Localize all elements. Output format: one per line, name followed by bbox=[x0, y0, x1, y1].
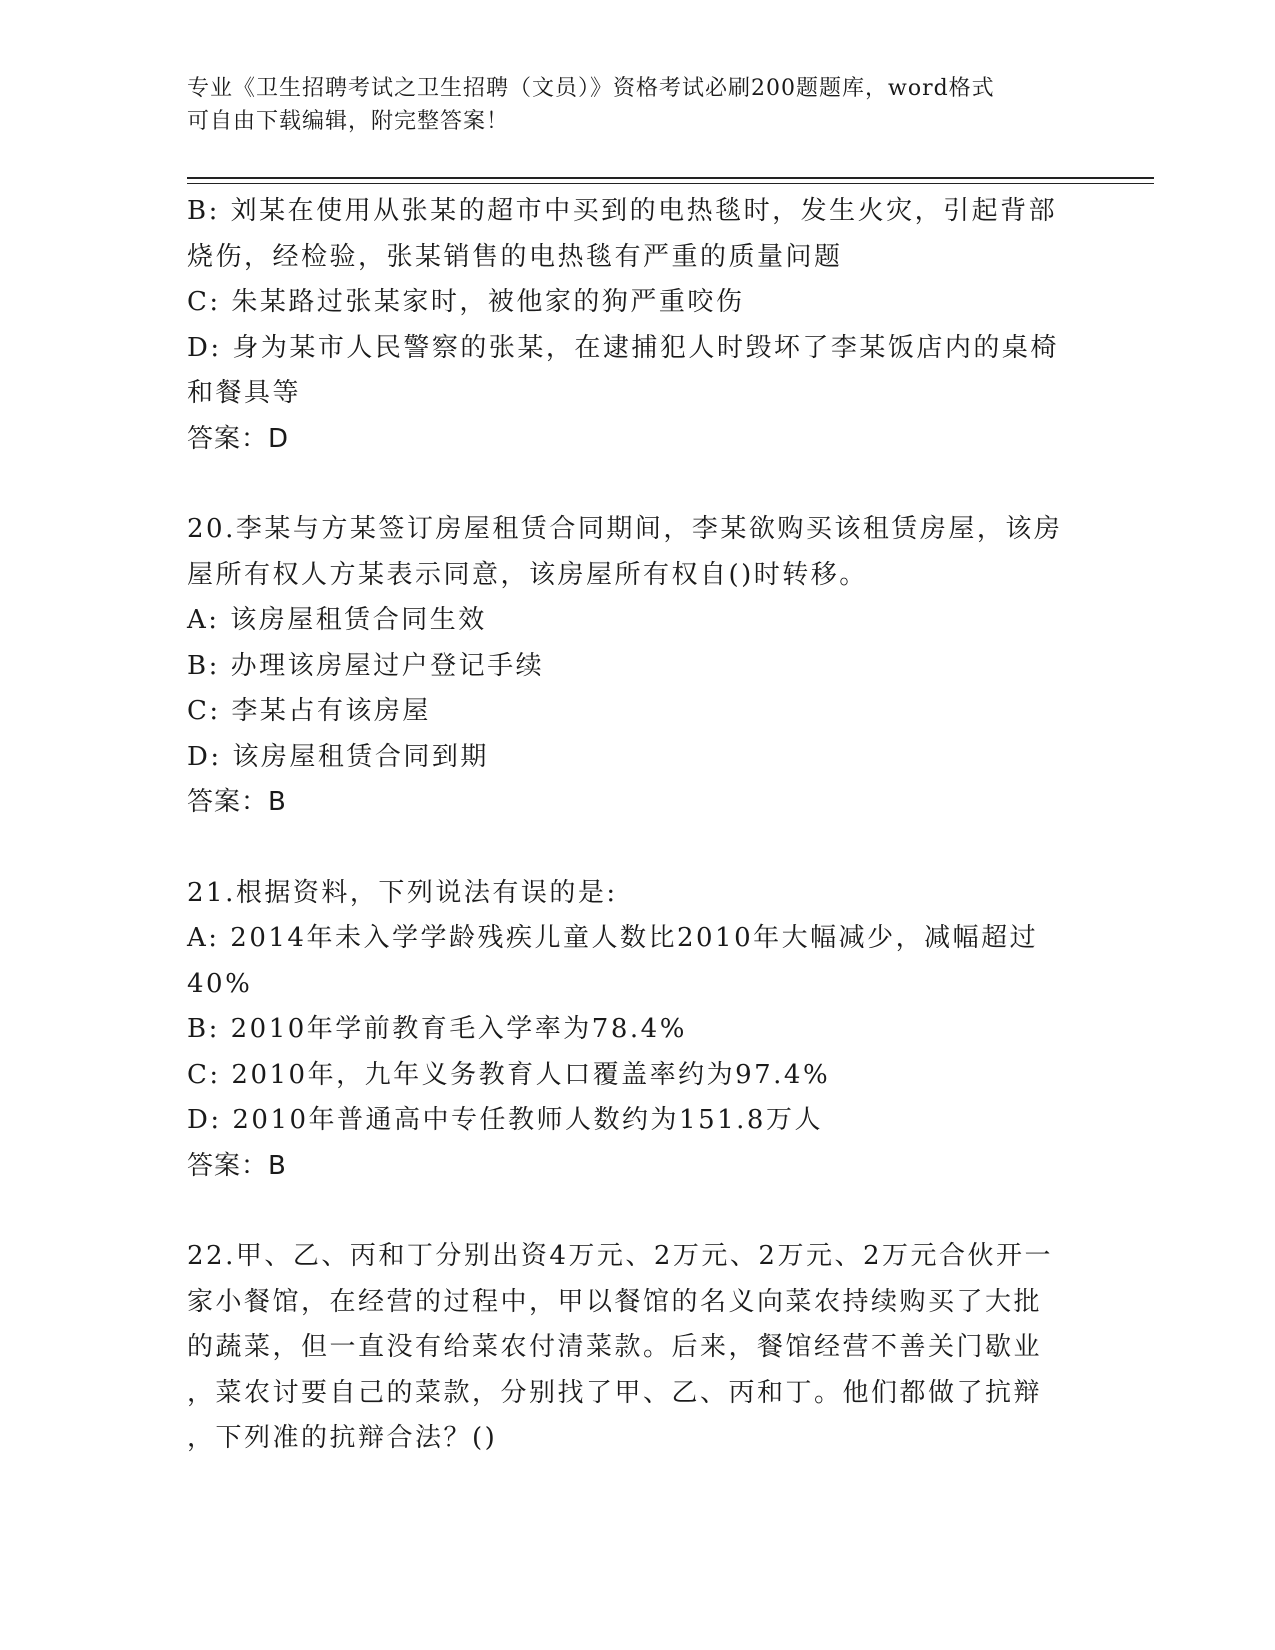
header-line-2: 可自由下载编辑，附完整答案！ bbox=[187, 109, 510, 134]
header-line-1: 专业《卫生招聘考试之卫生招聘（文员）》资格考试必刷200题题库，word格式 bbox=[187, 76, 995, 101]
q20-option-b: B: 办理该房屋过户登记手续 bbox=[187, 650, 545, 681]
q20-stem-line-1: 20.李某与方某签订房屋租赁合同期间，李某欲购买该租赁房屋，该房 bbox=[187, 514, 1063, 544]
q19-answer: 答案：D bbox=[187, 423, 290, 454]
question-gap bbox=[187, 462, 1087, 507]
q20-option-a: A: 该房屋租赁合同生效 bbox=[187, 605, 487, 635]
q19-option-c: C: 朱某路过张某家时，被他家的狗严重咬伤 bbox=[187, 287, 745, 317]
document-header bbox=[187, 72, 1067, 138]
q21-option-c: C: 2010年，九年义务教育人口覆盖率约为97.4% bbox=[187, 1059, 831, 1090]
question-21-block bbox=[187, 871, 1087, 1190]
q20-option-c: C: 李某占有该房屋 bbox=[187, 696, 431, 726]
q21-option-b: B: 2010年学前教育毛入学率为78.4% bbox=[187, 1014, 687, 1044]
question-20-block bbox=[187, 507, 1087, 826]
q20-stem-line-2: 屋所有权人方某表示同意，该房屋所有权自()时转移。 bbox=[187, 559, 868, 590]
q21-option-d: D: 2010年普通高中专任教师人数约为151.8万人 bbox=[187, 1105, 823, 1135]
question-gap bbox=[187, 826, 1087, 871]
q19-option-b-line-2: 烧伤，经检验，张某销售的电热毯有严重的质量问题 bbox=[187, 241, 843, 272]
q22-stem-line-4: ，菜农讨要自己的菜款，分别找了甲、乙、丙和丁。他们都做了抗辩 bbox=[187, 1377, 1043, 1408]
q21-option-a-line-1: A: 2014年未入学学龄残疾儿童人数比2010年大幅减少，减幅超过 bbox=[187, 923, 1039, 953]
q19-option-d-line-2: 和餐具等 bbox=[187, 378, 302, 408]
header-rule-thin bbox=[187, 183, 1154, 184]
q22-stem-line-3: 的蔬菜，但一直没有给菜农付清菜款。后来，餐馆经营不善关门歇业 bbox=[187, 1332, 1043, 1362]
document-body bbox=[187, 189, 1087, 1462]
q21-option-a-line-2: 40% bbox=[187, 968, 253, 999]
question-gap bbox=[187, 1189, 1087, 1234]
q22-stem-line-2: 家小餐馆，在经营的过程中，甲以餐馆的名义向菜农持续购买了大批 bbox=[187, 1286, 1043, 1317]
q19-option-b-line-1: B: 刘某在使用从张某的超市中买到的电热毯时，发生火灾，引起背部 bbox=[187, 196, 1058, 226]
q21-answer: 答案：B bbox=[187, 1150, 287, 1181]
q19-option-d-line-1: D: 身为某市人民警察的张某，在逮捕犯人时毁坏了李某饭店内的桌椅 bbox=[187, 332, 1059, 363]
question-19-block bbox=[187, 189, 1087, 462]
question-22-block bbox=[187, 1234, 1087, 1462]
q20-option-d: D: 该房屋租赁合同到期 bbox=[187, 741, 489, 772]
q22-stem-line-1: 22.甲、乙、丙和丁分别出资4万元、2万元、2万元、2万元合伙开一 bbox=[187, 1241, 1054, 1271]
q20-answer: 答案：B bbox=[187, 787, 287, 817]
q22-stem-line-5: ，下列准的抗辩合法？() bbox=[187, 1423, 498, 1453]
q21-stem: 21.根据资料，下列说法有误的是: bbox=[187, 877, 618, 908]
header-rule-thick bbox=[187, 177, 1154, 179]
